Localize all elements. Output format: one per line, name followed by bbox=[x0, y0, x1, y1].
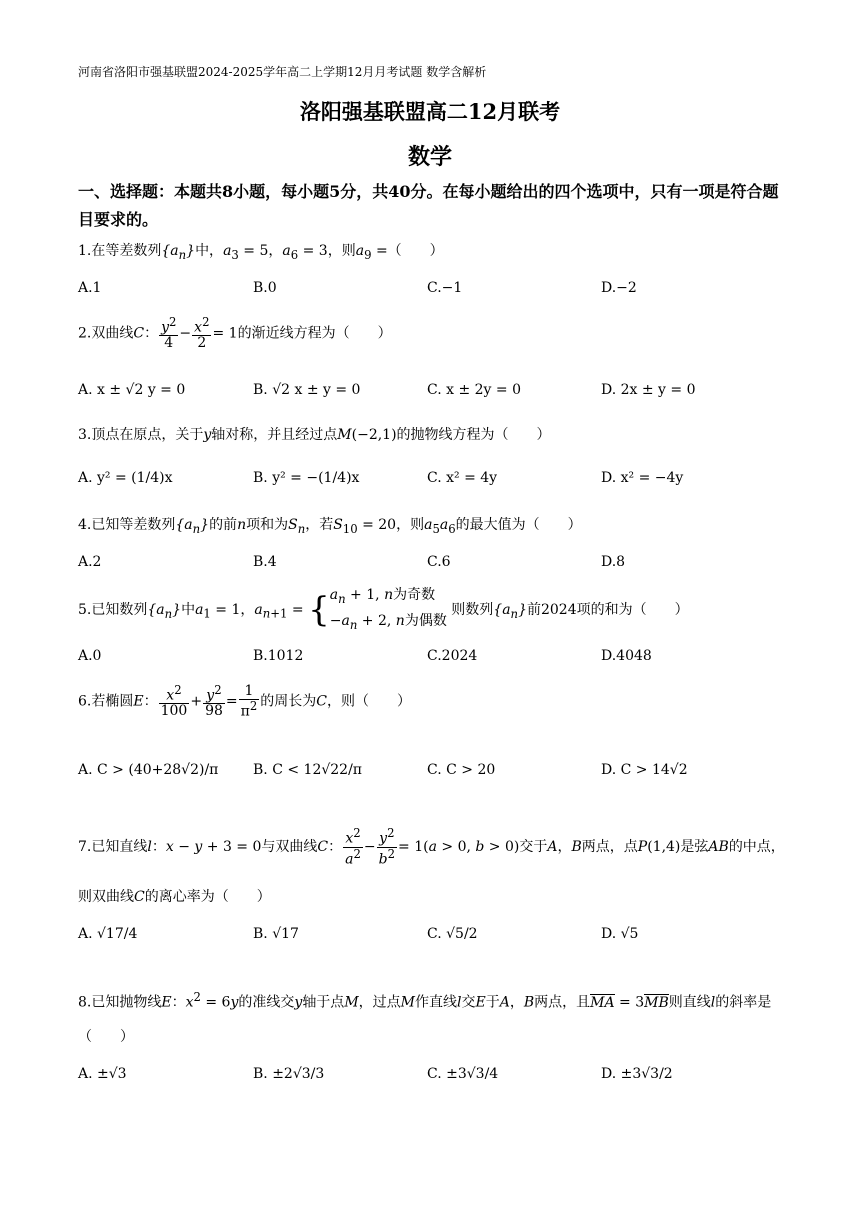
option-c: C. x ± 2y = 0 bbox=[427, 382, 521, 398]
question-2: 2.双曲线C： $\frac{y^2}{4}$ − $\frac{x^2}{2}$ = 1的渐近线方程为（ ） bbox=[78, 315, 392, 352]
option-d: D. ±3√3/2 bbox=[601, 1066, 673, 1082]
header-note: 河南省洛阳市强基联盟2024-2025学年高二上学期12月月考试题 数学含解析 bbox=[78, 65, 487, 79]
options-8 bbox=[78, 1066, 788, 1092]
option-a: A.1 bbox=[78, 280, 102, 296]
question-1: 1.在等差数列$\{a_n\}$中，$a_3 = 5$，$a_6 = 3$，则$a_9$ =（ ） bbox=[78, 243, 444, 262]
option-b: B.0 bbox=[253, 280, 277, 296]
option-b: B.1012 bbox=[253, 648, 304, 664]
option-a: A. √17/4 bbox=[78, 926, 138, 942]
option-a: A.2 bbox=[78, 554, 102, 570]
option-b: B. C < 12√22/π bbox=[253, 762, 362, 778]
options-6 bbox=[78, 762, 788, 788]
options-4 bbox=[78, 554, 788, 580]
question-7: 7.已知直线l：x − y + 3 = 0与双曲线C： $\frac{x^2}{a^2}$ − $\frac{y^2}{b^2}$ = 1(a > 0, b > 0)交于A，B两点，点P(1,4)是弦AB的中点，则双曲线C的离心率为（ ） bbox=[78, 826, 785, 905]
option-d: D.4048 bbox=[601, 648, 652, 664]
question-number: 8. bbox=[78, 994, 92, 1011]
option-b: B.4 bbox=[253, 554, 277, 570]
options-2 bbox=[78, 382, 788, 408]
option-c: C. C > 20 bbox=[427, 762, 496, 778]
option-a: A. x ± √2 y = 0 bbox=[78, 382, 186, 398]
option-d: D.−2 bbox=[601, 280, 637, 296]
option-c: C.2024 bbox=[427, 648, 478, 664]
question-8: 8.已知抛物线E：$x^2 = 6y$的准线交y轴于点M，过点M作直线l交E于A，B两点，且MA = 3MB则直线l的斜率是（ ） bbox=[78, 990, 772, 1045]
options-1 bbox=[78, 280, 788, 306]
option-b: B. y² = −(1/4)x bbox=[253, 470, 360, 486]
option-d: D. √5 bbox=[601, 926, 639, 942]
question-number: 4. bbox=[78, 517, 92, 533]
question-number: 2. bbox=[78, 325, 92, 342]
option-d: D. x² = −4y bbox=[601, 470, 684, 486]
question-number: 3. bbox=[78, 427, 92, 443]
question-number: 1. bbox=[78, 243, 92, 259]
question-number: 5. bbox=[78, 601, 92, 618]
option-c: C.6 bbox=[427, 554, 451, 570]
question-3: 3.顶点在原点，关于y轴对称，并且经过点M(−2,1)的抛物线方程为（ ） bbox=[78, 427, 551, 443]
option-a: A. C > (40+28√2)/π bbox=[78, 762, 219, 778]
option-c: C. ±3√3/4 bbox=[427, 1066, 499, 1082]
option-a: A. y² = (1/4)x bbox=[78, 470, 173, 486]
options-7 bbox=[78, 926, 788, 952]
option-c: C. √5/2 bbox=[427, 926, 478, 942]
options-3 bbox=[78, 470, 788, 496]
option-a: A.0 bbox=[78, 648, 102, 664]
option-d: D. 2x ± y = 0 bbox=[601, 382, 696, 398]
option-d: D.8 bbox=[601, 554, 626, 570]
question-6: 6.若椭圆E： $\frac{x^2}{100}$ + $\frac{y^2}{98}$ = $\frac{1}{\pi^2}$ 的周长为C，则（ ） bbox=[78, 683, 411, 720]
option-a: A. ±√3 bbox=[78, 1066, 127, 1082]
exam-title: 洛阳强基联盟高二12月联考 bbox=[299, 99, 561, 124]
options-5 bbox=[78, 648, 788, 674]
option-c: C. x² = 4y bbox=[427, 470, 498, 486]
question-5: 5.已知数列$\{a_n\}$中$a_1 = 1$，$a_{n+1}$ = { $a_n + 1$, n为奇数 $-a_n + 2$, n为偶数 则数列$\{a_n\}$前2024项的和为（ ） bbox=[78, 587, 689, 632]
option-b: B. ±2√3/3 bbox=[253, 1066, 325, 1082]
option-b: B. √17 bbox=[253, 926, 299, 942]
question-number: 6. bbox=[78, 693, 92, 710]
option-c: C.−1 bbox=[427, 280, 463, 296]
subject-title: 数学 bbox=[407, 144, 452, 170]
section-heading: 一、选择题：本题共8小题，每小题5分，共40分。在每小题给出的四个选项中，只有一项是符合题目要求的。 bbox=[78, 182, 779, 229]
question-number: 7. bbox=[78, 839, 92, 855]
option-b: B. √2 x ± y = 0 bbox=[253, 382, 361, 398]
option-d: D. C > 14√2 bbox=[601, 762, 688, 778]
question-4: 4.已知等差数列$\{a_n\}$的前n项和为$S_n$，若$S_{10} = 20$，则$a_5a_6$的最大值为（ ） bbox=[78, 517, 582, 536]
